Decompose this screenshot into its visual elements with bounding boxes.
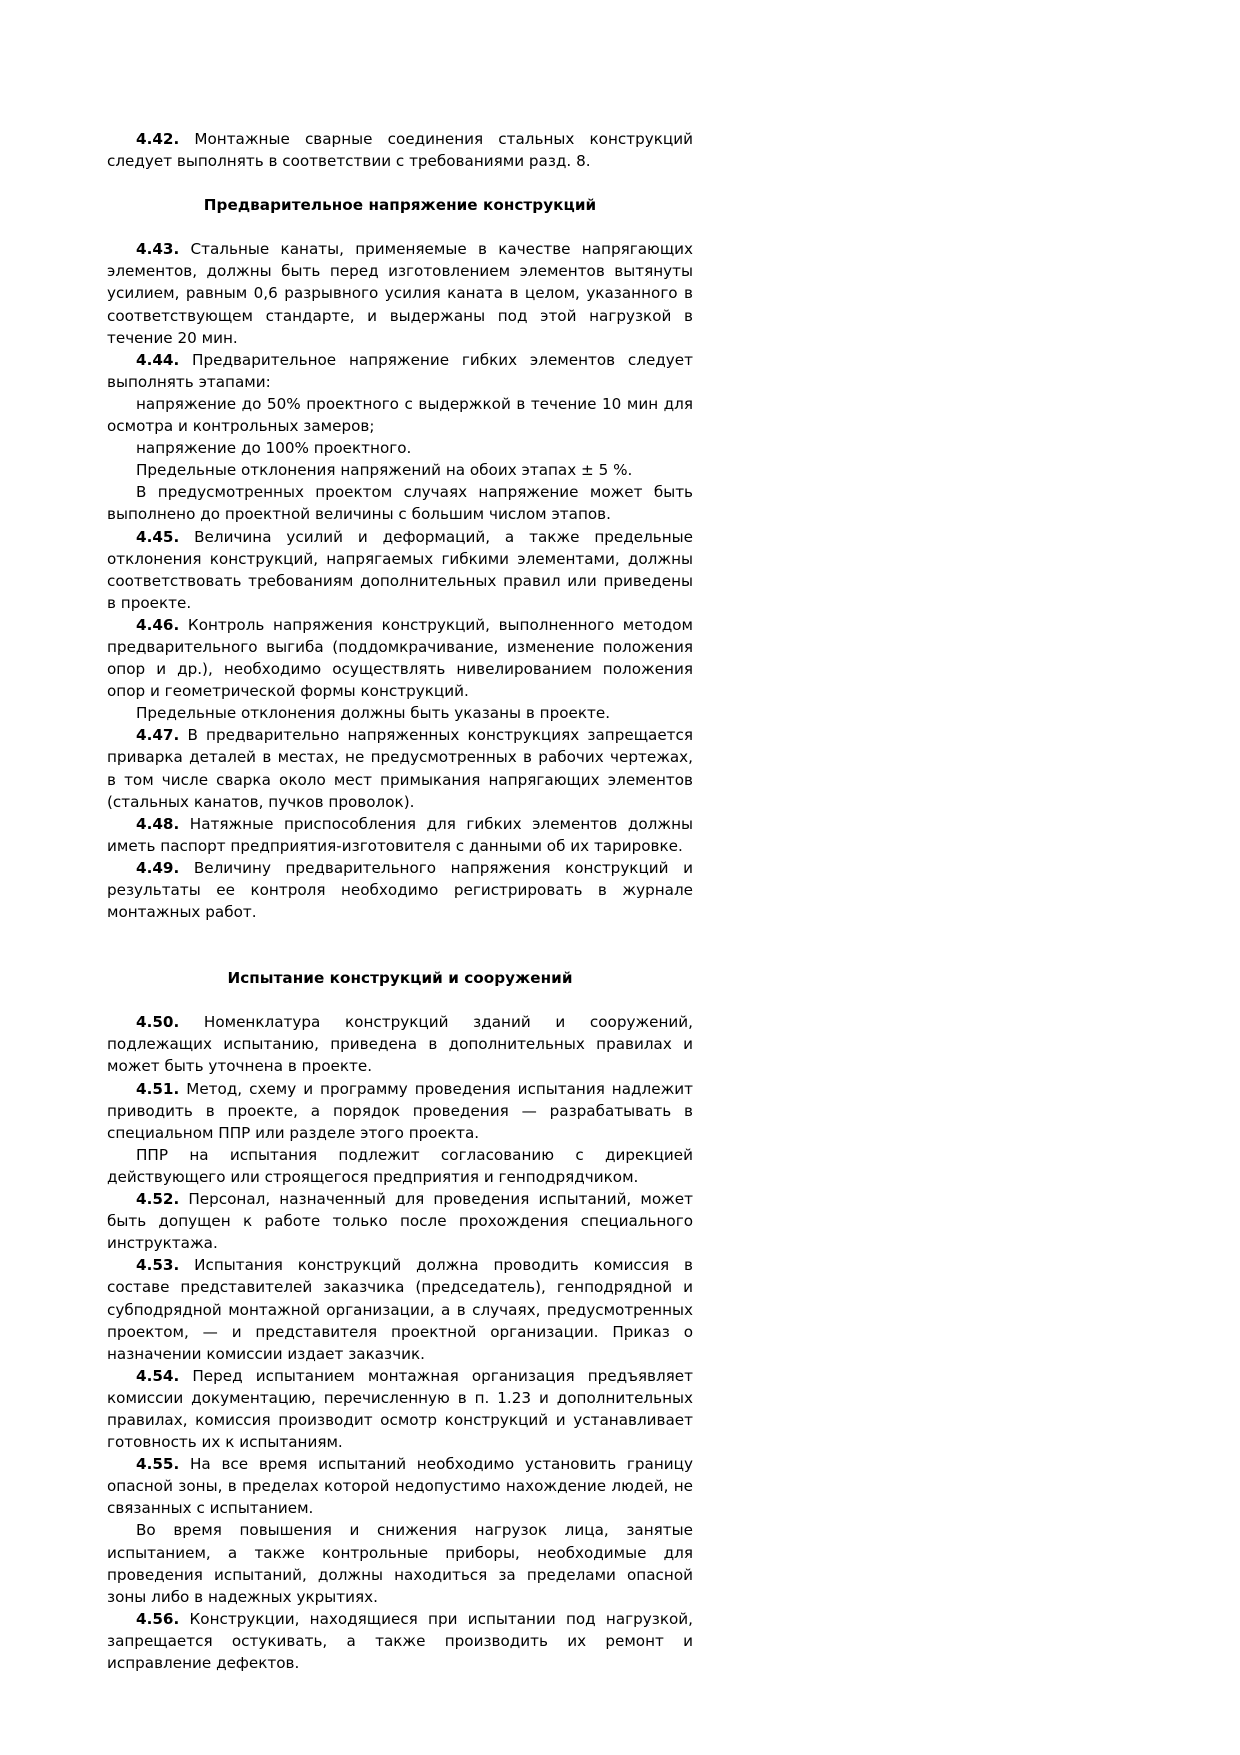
paragraph-text: Метод, схему и программу проведения испытания надлежит приводить в проекте, а порядок проведения — разрабатывать в специальном ППР или разделе этого проекта. (107, 1079, 693, 1142)
clause-paragraph (107, 1188, 693, 1254)
clause-number: 4.55. (136, 1455, 180, 1474)
clause-paragraph (107, 1453, 693, 1519)
clause-number: 4.51. (136, 1079, 180, 1098)
paragraph-text: Натяжные приспособления для гибких элементов должны иметь паспорт предприятия-изготовителя с данными об их тарировке. (107, 814, 693, 855)
paragraph-text: Предельные отклонения напряжений на обоих этапах ± 5 %. (136, 461, 633, 480)
clause-paragraph (107, 238, 693, 348)
clause-paragraph (107, 1608, 693, 1674)
body-paragraph (107, 459, 693, 481)
clause-paragraph (107, 1011, 693, 1077)
clause-number: 4.46. (136, 615, 180, 634)
paragraph-text: Предварительное напряжение гибких элементов следует выполнять этапами: (107, 350, 693, 391)
paragraph-text: Контроль напряжения конструкций, выполненного методом предварительного выгиба (поддомкрачивание, изменение положения опор и др.), необходимо осуществлять нивелированием положения опор и геометрической формы конструкций. (107, 615, 693, 701)
clause-number: 4.52. (136, 1190, 180, 1209)
body-paragraph (107, 481, 693, 525)
clause-number: 4.54. (136, 1366, 180, 1385)
clause-paragraph (107, 526, 693, 614)
paragraph-text: Перед испытанием монтажная организация предъявляет комиссии документацию, перечисленную в п. 1.23 и дополнительных правилах, комиссия производит осмотр конструкций и устанавливает готовность их к испытаниям. (107, 1366, 693, 1452)
clause-paragraph (107, 857, 693, 923)
clause-paragraph (107, 1365, 693, 1453)
paragraph-text: На все время испытаний необходимо установить границу опасной зоны, в пределах которой недопустимо нахождение людей, не связанных с испытанием. (107, 1455, 693, 1518)
paragraph-text: ППР на испытания подлежит согласованию с дирекцией действующего или строящегося предприятия и генподрядчиком. (107, 1145, 693, 1186)
paragraph-text: В предварительно напряженных конструкциях запрещается приварка деталей в местах, не предусмотренных в рабочих чертежах, в том числе сварка около мест примыкания напрягающих элементов (стальных канатов, пучков проволок). (107, 726, 693, 811)
clause-paragraph (107, 128, 693, 172)
clause-number: 4.53. (136, 1256, 180, 1275)
clause-paragraph (107, 1078, 693, 1144)
body-paragraph (107, 1519, 693, 1607)
clause-paragraph (107, 1254, 693, 1364)
document-body (107, 128, 693, 1674)
paragraph-text: Монтажные сварные соединения стальных конструкций следует выполнять в соответствии с требованиями разд. 8. (107, 130, 693, 171)
paragraph-text: Величина усилий и деформаций, а также предельные отклонения конструкций, напрягаемых гибкими элементами, должны соответствовать требованиям дополнительных правил или приведены в проекте. (107, 527, 693, 612)
spacer (107, 989, 693, 1011)
clause-number: 4.50. (136, 1013, 180, 1032)
paragraph-text: Стальные канаты, применяемые в качестве напрягающих элементов, должны быть перед изготовлением элементов вытянуты усилием, равным 0,6 разрывного усилия каната в целом, указанного в соответствующем стандарте, и выдержаны под этой нагрузкой в течение 20 мин. (107, 240, 693, 347)
paragraph-text: Испытания конструкций должна проводить комиссия в составе представителей заказчика (председатель), генподрядной и субподрядной монтажной организации, а в случаях, предусмотренных проектом, — и представителя проектной организации. Приказ о назначении комиссии издает заказчик. (107, 1256, 693, 1363)
section-heading: Испытание конструкций и сооружений (227, 969, 573, 988)
body-paragraph (107, 1144, 693, 1188)
paragraph-text: напряжение до 50% проектного с выдержкой в течение 10 мин для осмотра и контрольных замеров; (107, 394, 693, 436)
paragraph-text: Величину предварительного напряжения конструкций и результаты ее контроля необходимо регистрировать в журнале монтажных работ. (107, 858, 693, 922)
spacer (107, 216, 693, 238)
paragraph-text: Во время повышения и снижения нагрузок лица, занятые испытанием, а также контрольные приборы, необходимые для проведения испытаний, должны находиться за пределами опасной зоны либо в надежных укрытиях. (107, 1521, 693, 1606)
paragraph-text: напряжение до 100% проектного. (136, 439, 412, 458)
clause-number: 4.47. (136, 726, 180, 745)
spacer (107, 923, 693, 967)
clause-paragraph (107, 614, 693, 702)
clause-paragraph (107, 724, 693, 812)
paragraph-text: Конструкции, находящиеся при испытании под нагрузкой, запрещается остукивать, а также производить их ремонт и исправление дефектов. (107, 1609, 693, 1672)
clause-number: 4.48. (136, 814, 180, 833)
paragraph-text: Номенклатура конструкций зданий и сооружений, подлежащих испытанию, приведена в дополнительных правилах и может быть уточнена в проекте. (107, 1013, 693, 1076)
paragraph-text: В предусмотренных проектом случаях напряжение может быть выполнено до проектной величины с большим числом этапов. (107, 483, 693, 524)
clause-number: 4.45. (136, 527, 180, 546)
body-paragraph (107, 702, 693, 724)
clause-number: 4.49. (136, 858, 180, 877)
clause-number: 4.44. (136, 350, 180, 369)
body-paragraph (107, 393, 693, 437)
spacer (107, 172, 693, 194)
clause-number: 4.43. (136, 240, 180, 259)
body-paragraph (107, 437, 693, 459)
clause-paragraph (107, 349, 693, 393)
paragraph-text: Персонал, назначенный для проведения испытаний, может быть допущен к работе только после прохождения специального инструктажа. (107, 1190, 693, 1253)
clause-number: 4.42. (136, 130, 180, 148)
paragraph-text: Предельные отклонения должны быть указаны в проекте. (136, 704, 611, 723)
clause-number: 4.56. (136, 1609, 180, 1628)
clause-paragraph (107, 813, 693, 857)
section-heading: Предварительное напряжение конструкций (203, 196, 597, 215)
